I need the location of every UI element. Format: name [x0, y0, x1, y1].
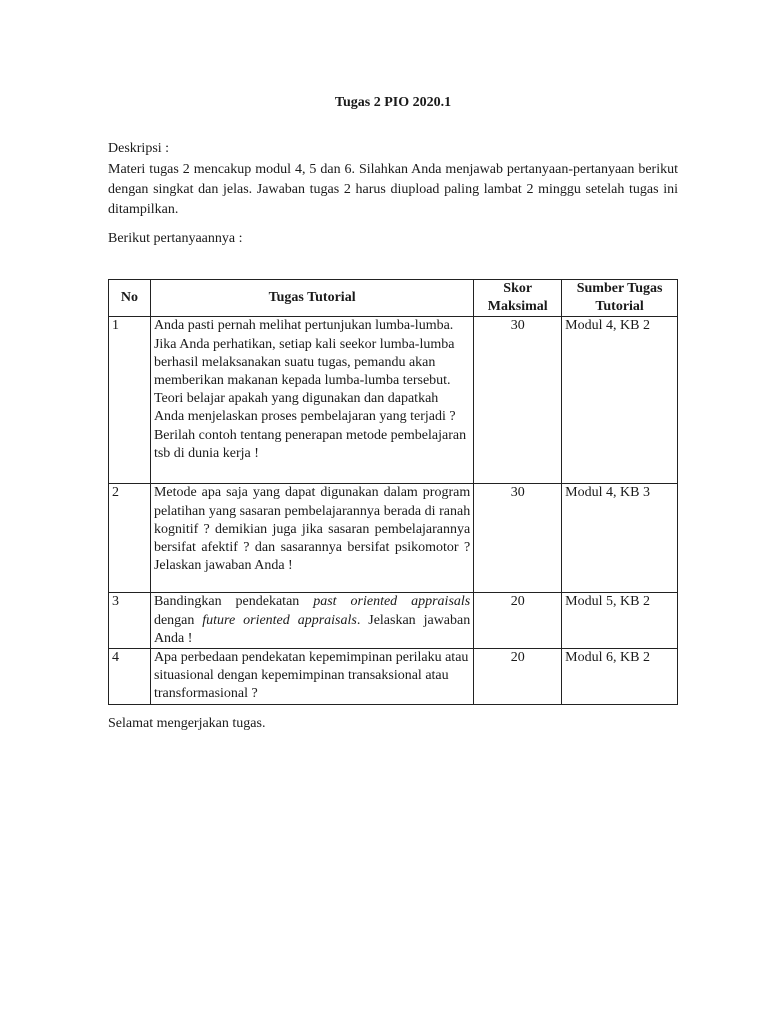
row-task — [150, 593, 473, 649]
row-number: 1 — [109, 317, 151, 484]
row-score: 20 — [474, 649, 562, 705]
row-task: Metode apa saja yang dapat digunakan dalam program pelatihan yang sasaran pembelajarannya berada di ranah kognitif ? demikian juga jika sasaran pembelajarannya bersifat afektif ? dan sasarannya bersifat psikomotor ? Jelaskan jawaban Anda ! — [150, 484, 473, 593]
table-header-row — [109, 280, 678, 317]
row-score: 30 — [474, 484, 562, 593]
task-italic-term: past oriented appraisals — [313, 594, 471, 610]
header-task: Tugas Tutorial — [150, 280, 473, 317]
task-italic-term: future oriented appraisals — [202, 612, 357, 628]
row-source: Modul 5, KB 2 — [562, 593, 678, 649]
table-row — [109, 484, 678, 593]
task-text-part: Bandingkan pendekatan — [153, 594, 314, 610]
row-source: Modul 4, KB 2 — [562, 317, 678, 484]
closing-text: Selamat mengerjakan tugas. — [108, 716, 266, 731]
row-score: 20 — [474, 593, 562, 649]
row-source: Modul 6, KB 2 — [562, 649, 678, 705]
row-score: 30 — [474, 317, 562, 484]
task-text-part: . Jelaskan jawaban Anda ! — [153, 612, 471, 646]
questions-intro: Berikut pertanyaannya : — [108, 231, 243, 246]
tasks-table — [108, 279, 678, 705]
document-title: Tugas 2 PIO 2020.1 — [334, 95, 452, 110]
row-number: 3 — [109, 593, 151, 649]
task-text-part: dengan — [153, 612, 203, 628]
row-source: Modul 4, KB 3 — [562, 484, 678, 593]
row-task: Apa perbedaan pendekatan kepemimpinan perilaku atau situasional dengan kepemimpinan transaksional atau transformasional ? — [150, 649, 473, 705]
header-score: Skor Maksimal — [474, 280, 562, 317]
header-no: No — [109, 280, 151, 317]
row-number: 2 — [109, 484, 151, 593]
description-label: Deskripsi : — [108, 141, 170, 156]
header-source: Sumber Tugas Tutorial — [562, 280, 678, 317]
row-number: 4 — [109, 649, 151, 705]
table-row — [109, 649, 678, 705]
row-task: Anda pasti pernah melihat pertunjukan lumba-lumba. Jika Anda perhatikan, setiap kali seekor lumba-lumba berhasil melaksanakan suatu tugas, pemandu akan memberikan makanan kepada lumba-lumba tersebut. Teori belajar apakah yang digunakan dan dapatkah Anda menjelaskan proses pembelajaran yang terjadi ? Berilah contoh tentang penerapan metode pembelajaran tsb di dunia kerja ! — [150, 317, 473, 484]
table-row — [109, 593, 678, 649]
table-row — [109, 317, 678, 484]
description-text: Materi tugas 2 mencakup modul 4, 5 dan 6. Silahkan Anda menjawab pertanyaan-pertanyaan berikut dengan singkat dan jelas. Jawaban tugas 2 harus diupload paling lambat 2 minggu setelah tugas ini ditampilkan. — [108, 162, 678, 217]
